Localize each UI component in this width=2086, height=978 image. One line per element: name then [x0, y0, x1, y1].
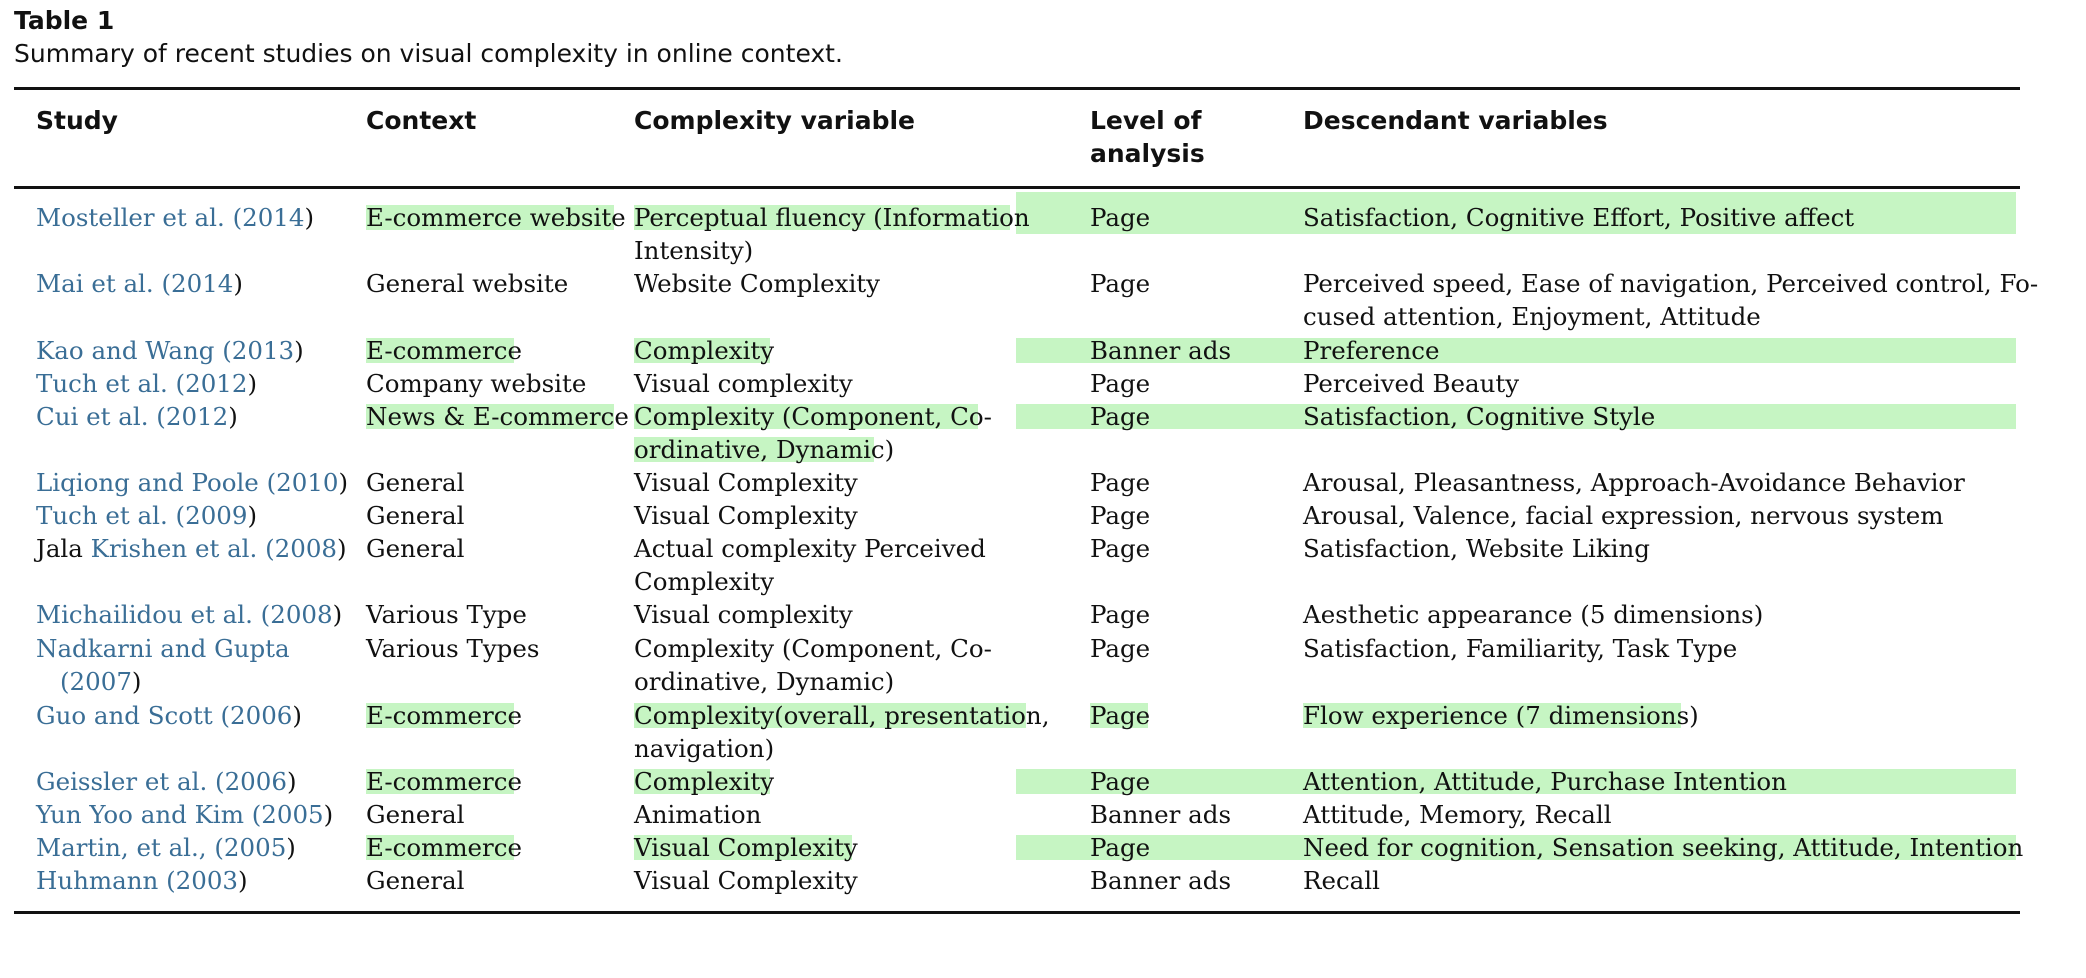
cell-complexity: Actual complexity Perceived Complexity [634, 534, 986, 596]
citation-link[interactable]: Huhmann (2003 [36, 866, 239, 895]
cell-study: Tuch et al. (2009) [36, 501, 258, 530]
cell-complexity: Perceptual fluency (Information Intensity) [634, 203, 1030, 265]
cell-descendant: Perceived Beauty [1303, 369, 1520, 398]
cell-descendant: Flow experience (7 dimensions) [1303, 701, 1699, 730]
cell-descendant: Perceived speed, Ease of navigation, Perceived control, Fo- cused attention, Enjoyment, Attitude [1303, 269, 2039, 331]
cell-context: E-commerce website [366, 203, 626, 232]
citation-link[interactable]: Mai et al. (2014 [36, 269, 234, 298]
citation-link[interactable]: Kao and Wang (2013 [36, 336, 295, 365]
cell-level: Page [1090, 701, 1151, 730]
cell-descendant: Recall [1303, 866, 1380, 895]
cell-context: E-commerce [366, 833, 522, 862]
cell-complexity: Complexity [634, 767, 775, 796]
cell-descendant: Satisfaction, Cognitive Effort, Positive affect [1303, 203, 1855, 232]
citation-link[interactable]: Yun Yoo and Kim (2005 [36, 800, 324, 829]
cell-level: Banner ads [1090, 866, 1232, 895]
table-label: Table 1 [14, 6, 115, 35]
cell-level: Banner ads [1090, 336, 1232, 365]
cell-study: Geissler et al. (2006) [36, 767, 297, 796]
cell-study: Guo and Scott (2006) [36, 701, 302, 730]
citation-link-year[interactable]: (2007 [60, 667, 132, 696]
citation-link[interactable]: Krishen et al. (2008 [90, 534, 337, 563]
cell-complexity: Visual complexity [634, 369, 853, 398]
cell-study: Kao and Wang (2013) [36, 336, 304, 365]
cell-complexity: Visual Complexity [634, 501, 858, 530]
table-caption [14, 4, 843, 70]
cell-context: E-commerce [366, 701, 522, 730]
header-context: Context [366, 106, 477, 135]
cell-study: Mai et al. (2014) [36, 269, 243, 298]
cell-descendant: Aesthetic appearance (5 dimensions) [1303, 600, 1764, 629]
citation-link[interactable]: Liqiong and Poole (2010 [36, 468, 339, 497]
cell-context: General [366, 534, 465, 563]
cell-study: Tuch et al. (2012) [36, 369, 258, 398]
citation-link[interactable]: Tuch et al. (2012 [36, 369, 248, 398]
cell-descendant: Arousal, Valence, facial expression, nervous system [1303, 501, 1944, 530]
header-level-line2: analysis [1090, 139, 1205, 168]
citation-link[interactable]: Nadkarni and Gupta [36, 634, 290, 663]
cell-level: Banner ads [1090, 800, 1232, 829]
cell-study: Michailidou et al. (2008) [36, 600, 343, 629]
header-study: Study [36, 106, 118, 135]
cell-complexity: Animation [634, 800, 762, 829]
citation-link[interactable]: Martin, et al., (2005 [36, 833, 287, 862]
cell-complexity: Complexity(overall, presentation, navigation) [634, 701, 1050, 763]
cell-context: General [366, 501, 465, 530]
cell-context: Company website [366, 369, 587, 398]
cell-study: Cui et al. (2012) [36, 402, 238, 431]
cell-complexity: Complexity (Component, Co- ordinative, Dynamic) [634, 402, 992, 464]
bottom-rule [14, 911, 2020, 914]
header-level-line1: Level of [1090, 106, 1202, 135]
cell-context: News & E-commerce [366, 402, 629, 431]
cell-context: General [366, 800, 465, 829]
cell-study: Liqiong and Poole (2010) [36, 468, 349, 497]
cell-complexity: Visual complexity [634, 600, 853, 629]
citation-link[interactable]: Michailidou et al. (2008 [36, 600, 333, 629]
cell-context: General website [366, 269, 569, 298]
citation-link[interactable]: Mosteller et al. (2014 [36, 203, 305, 232]
cell-level: Page [1090, 600, 1151, 629]
cell-context: E-commerce [366, 767, 522, 796]
cell-level: Page [1090, 369, 1151, 398]
cell-level: Page [1090, 767, 1151, 796]
cell-complexity: Complexity [634, 336, 775, 365]
cell-level: Page [1090, 402, 1151, 431]
citation-link[interactable]: Tuch et al. (2009 [36, 501, 248, 530]
cell-level: Page [1090, 269, 1151, 298]
cell-descendant: Need for cognition, Sensation seeking, Attitude, Intention [1303, 833, 2024, 862]
cell-level: Page [1090, 833, 1151, 862]
cell-study: Yun Yoo and Kim (2005) [36, 800, 334, 829]
cell-context: E-commerce [366, 336, 522, 365]
cell-level: Page [1090, 534, 1151, 563]
table-description: Summary of recent studies on visual complexity in online context. [14, 39, 843, 68]
cell-context: Various Types [366, 634, 540, 663]
header-complexity-variable: Complexity variable [634, 106, 915, 135]
cell-level: Page [1090, 468, 1151, 497]
cell-study: Jala Krishen et al. (2008) [36, 534, 347, 563]
header-descendant-variables: Descendant variables [1303, 106, 1608, 135]
citation-link[interactable]: Geissler et al. (2006 [36, 767, 287, 796]
cell-context: General [366, 468, 465, 497]
cell-study: Mosteller et al. (2014) [36, 203, 315, 232]
citation-link[interactable]: Guo and Scott (2006 [36, 701, 293, 730]
cell-study: Huhmann (2003) [36, 866, 248, 895]
cell-descendant: Attention, Attitude, Purchase Intention [1303, 767, 1787, 796]
cell-study: Martin, et al., (2005) [36, 833, 296, 862]
header-rule [14, 186, 2020, 189]
cell-descendant: Arousal, Pleasantness, Approach-Avoidance Behavior [1303, 468, 1965, 497]
cell-descendant: Satisfaction, Cognitive Style [1303, 402, 1656, 431]
cell-level: Page [1090, 634, 1151, 663]
cell-complexity: Website Complexity [634, 269, 880, 298]
cell-context: General [366, 866, 465, 895]
cell-descendant: Preference [1303, 336, 1440, 365]
cell-study: Nadkarni and Gupta (2007) [36, 634, 290, 696]
cell-descendant: Satisfaction, Familiarity, Task Type [1303, 634, 1738, 663]
cell-level: Page [1090, 203, 1151, 232]
cell-complexity: Complexity (Component, Co- ordinative, Dynamic) [634, 634, 992, 696]
cell-complexity: Visual Complexity [634, 866, 858, 895]
header-level-of-analysis [1090, 104, 1205, 170]
citation-link[interactable]: Cui et al. (2012 [36, 402, 229, 431]
top-rule [14, 87, 2020, 90]
cell-descendant: Attitude, Memory, Recall [1303, 800, 1612, 829]
cell-descendant: Satisfaction, Website Liking [1303, 534, 1650, 563]
cell-level: Page [1090, 501, 1151, 530]
cell-complexity: Visual Complexity [634, 468, 858, 497]
cell-context: Various Type [366, 600, 527, 629]
cell-complexity: Visual Complexity [634, 833, 858, 862]
